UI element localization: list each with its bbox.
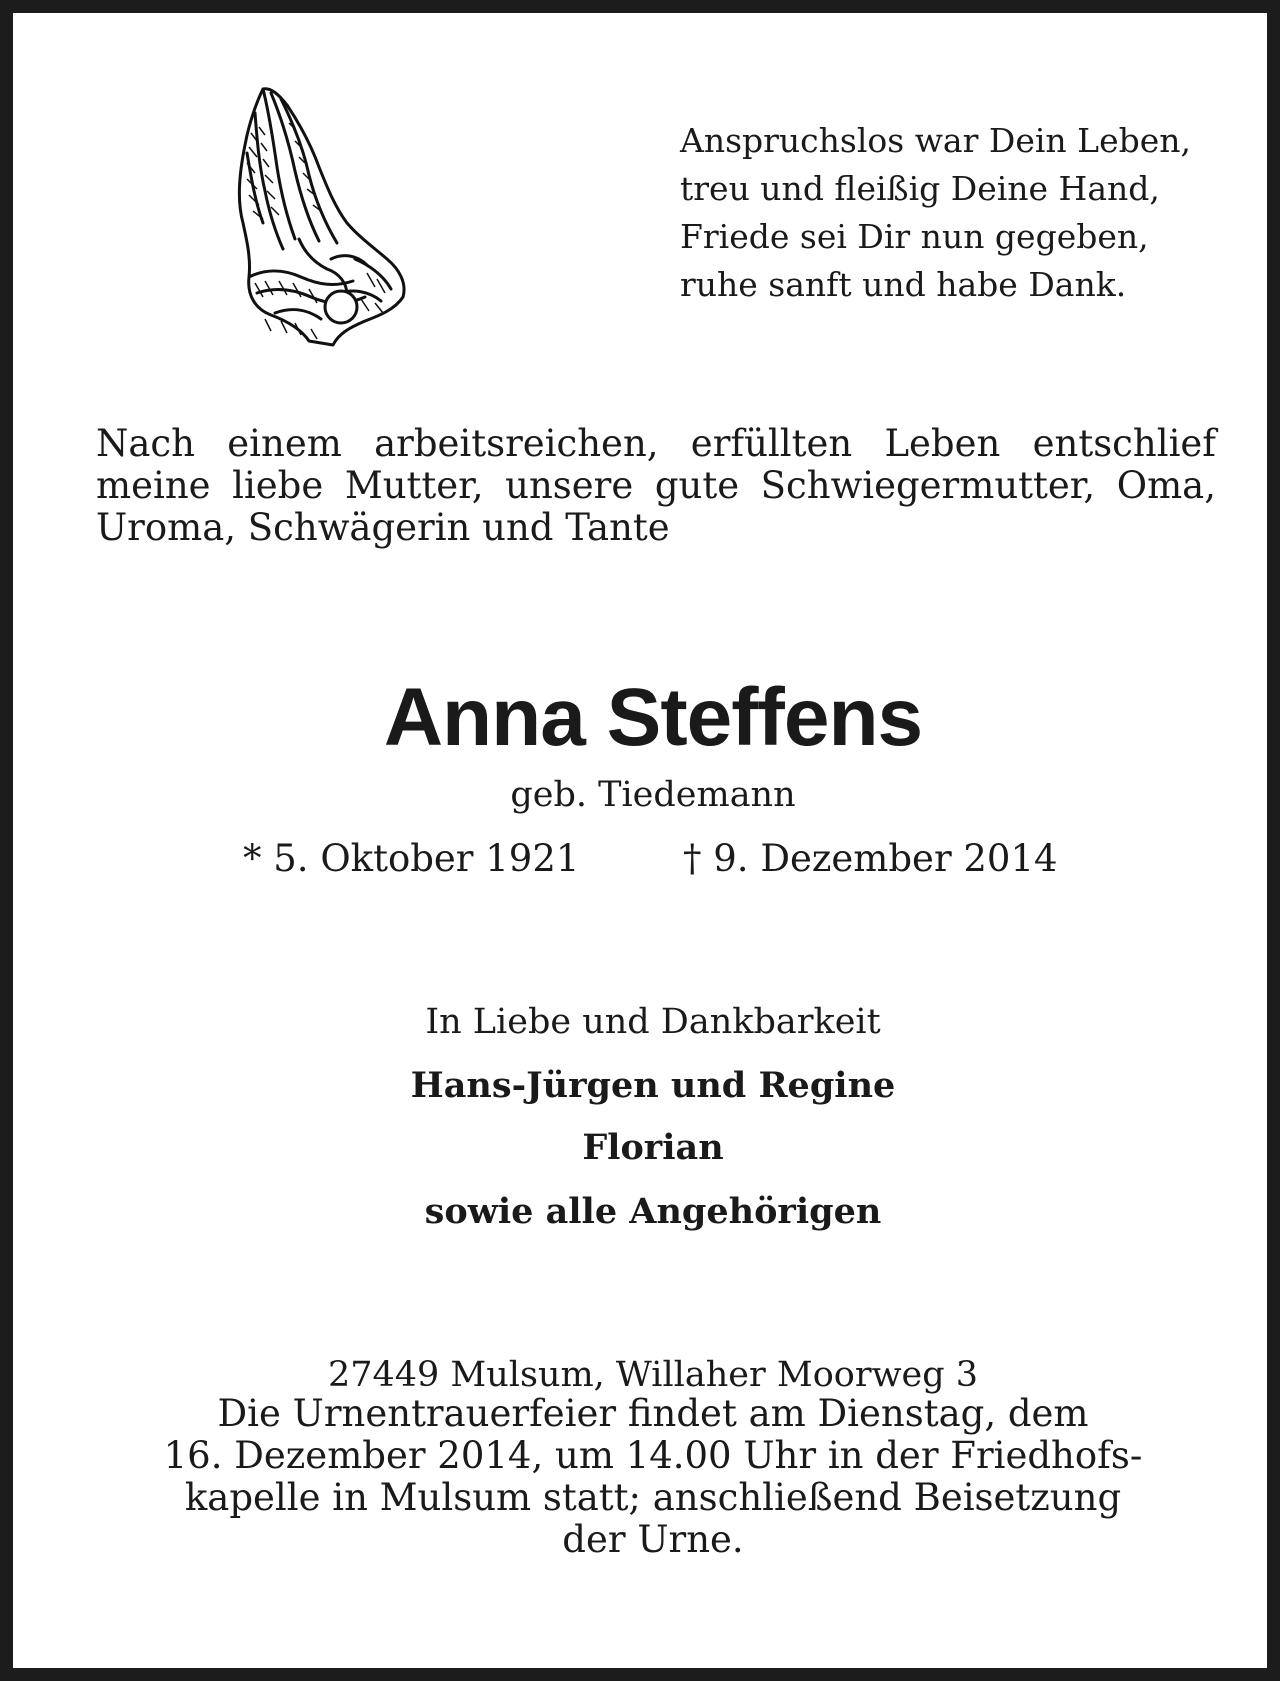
poem-line: Anspruchslos war Dein Leben, <box>680 121 1192 160</box>
intro-line: Nach einem arbeitsreichen, erfüllten Leben entschlief <box>96 422 1216 465</box>
intro-paragraph <box>96 423 1216 549</box>
mourner-line: Florian <box>582 1127 724 1168</box>
funeral-info <box>13 1393 1280 1561</box>
funeral-line: 16. Dezember 2014, um 14.00 Uhr in der Friedhofs- <box>163 1434 1143 1477</box>
funeral-line: kapelle in Mulsum statt; anschließend Beisetzung <box>184 1476 1122 1519</box>
mourner-line: sowie alle Angehörigen <box>424 1191 882 1232</box>
mourner-line: Hans-Jürgen und Regine <box>410 1065 896 1106</box>
birth-name: geb. Tiedemann <box>510 775 796 815</box>
thanks-line: In Liebe und Dankbarkeit <box>425 1002 881 1042</box>
poem <box>680 117 1191 309</box>
birth-date: * 5. Oktober 1921 <box>243 837 580 880</box>
funeral-line: Die Urnentrauerfeier findet am Dienstag, dem <box>217 1392 1089 1435</box>
deceased-name: Anna Steffens <box>383 672 923 763</box>
poem-line: treu und fleißig Deine Hand, <box>680 169 1160 208</box>
praying-hands-icon <box>235 83 425 347</box>
poem-line: ruhe sanft und habe Dank. <box>680 265 1127 304</box>
funeral-line: der Urne. <box>562 1518 744 1561</box>
address: 27449 Mulsum, Willaher Moorweg 3 <box>327 1355 979 1395</box>
death-date: † 9. Dezember 2014 <box>683 837 1058 880</box>
poem-line: Friede sei Dir nun gegeben, <box>680 217 1149 256</box>
intro-line: Uroma, Schwägerin und Tante <box>96 506 670 549</box>
intro-line: meine liebe Mutter, unsere gute Schwiegermutter, Oma, <box>96 464 1216 507</box>
